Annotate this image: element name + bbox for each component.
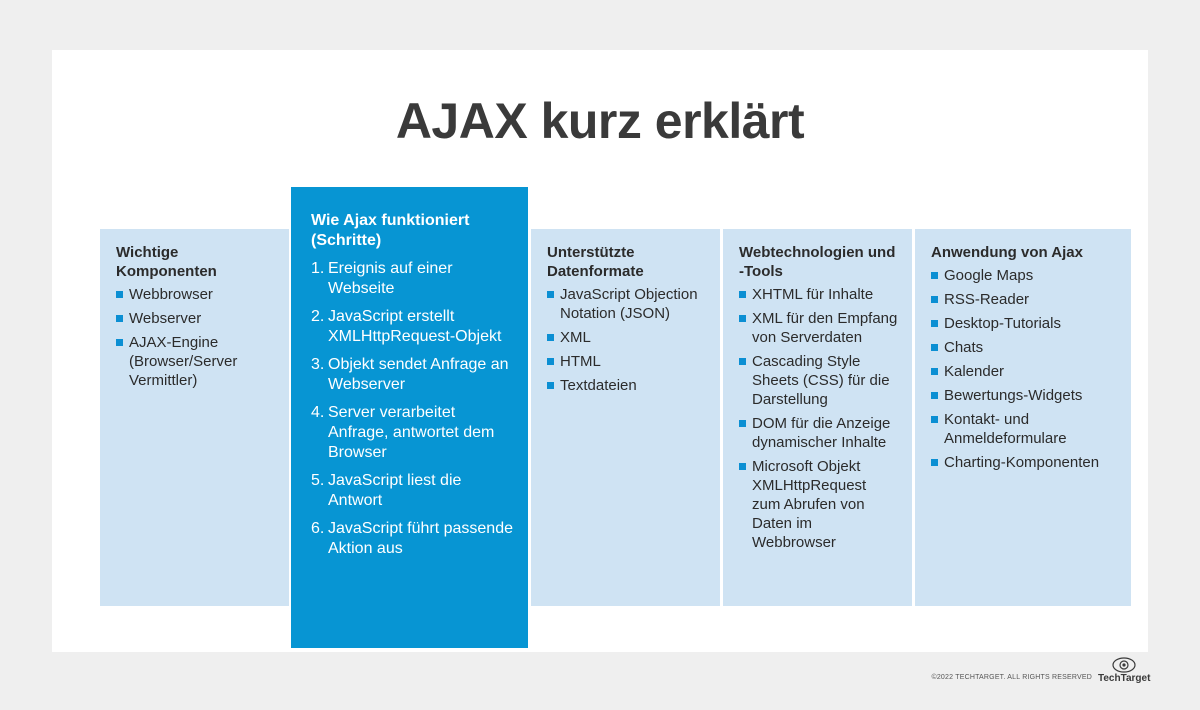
techtarget-logo[interactable]: [1098, 657, 1150, 687]
list: [547, 285, 706, 395]
steps-list: [311, 259, 514, 559]
list-item: Google Maps: [931, 266, 1117, 285]
square-bullet-icon: [931, 272, 938, 279]
column-heading: Anwendung von Ajax: [931, 244, 1083, 261]
square-bullet-icon: [547, 334, 554, 341]
list-item: AJAX-Engine (Browser/Server Vermittler): [116, 333, 275, 390]
square-bullet-icon: [739, 420, 746, 427]
step-item: 5. JavaScript liest die Antwort: [311, 472, 462, 509]
list-item: HTML: [547, 352, 706, 371]
list-item: Charting-Komponenten: [931, 453, 1117, 472]
list: [931, 266, 1117, 472]
step-item: 4. Server verarbeitet Anfrage, antwortet dem Browser: [311, 404, 495, 461]
list-item: Bewertungs-Widgets: [931, 386, 1117, 405]
page-title: AJAX kurz erklärt: [395, 93, 805, 149]
square-bullet-icon: [547, 291, 554, 298]
square-bullet-icon: [931, 368, 938, 375]
square-bullet-icon: [931, 320, 938, 327]
column-heading: Wie Ajax funktioniert (Schritte): [311, 212, 470, 249]
list-item: Webserver: [116, 309, 275, 328]
square-bullet-icon: [931, 416, 938, 423]
list-item: Desktop-Tutorials: [931, 314, 1117, 333]
list-item: XHTML für Inhalte: [739, 285, 898, 304]
step-item: 3. Objekt sendet Anfrage an Webserver: [311, 356, 509, 393]
list-item: Cascading Style Sheets (CSS) für die Darstellung: [739, 352, 898, 409]
square-bullet-icon: [116, 315, 123, 322]
list-item: RSS-Reader: [931, 290, 1117, 309]
column-heading: Webtechnologien und -Tools: [739, 244, 896, 280]
list-item: Microsoft Objekt XMLHttpRequest zum Abrufen von Daten im Webbrowser: [739, 457, 898, 552]
column-heading: Wichtige Komponenten: [116, 244, 217, 280]
list-item: Kalender: [931, 362, 1117, 381]
square-bullet-icon: [739, 358, 746, 365]
column-heading: Unterstützte Datenformate: [547, 244, 644, 280]
column-components: [100, 229, 289, 606]
square-bullet-icon: [931, 344, 938, 351]
square-bullet-icon: [931, 459, 938, 466]
list: [739, 285, 898, 552]
square-bullet-icon: [547, 358, 554, 365]
square-bullet-icon: [931, 392, 938, 399]
square-bullet-icon: [116, 339, 123, 346]
step-item: 2. JavaScript erstellt XMLHttpRequest-Objekt: [311, 308, 502, 345]
list-item: Kontakt- und Anmeldeformulare: [931, 410, 1117, 448]
logo-text: TechTarget: [1098, 673, 1151, 684]
list-item: Textdateien: [547, 376, 706, 395]
list-item: Chats: [931, 338, 1117, 357]
list-item: XML für den Empfang von Serverdaten: [739, 309, 898, 347]
square-bullet-icon: [116, 291, 123, 298]
copyright-text: ©2022 TECHTARGET. ALL RIGHTS RESERVED: [931, 674, 1092, 681]
column-steps: [291, 187, 528, 648]
column-formats: [531, 229, 720, 606]
list-item: XML: [547, 328, 706, 347]
square-bullet-icon: [739, 291, 746, 298]
square-bullet-icon: [739, 315, 746, 322]
step-item: 1. Ereignis auf einer Webseite: [311, 260, 453, 297]
eye-logo-icon: [1112, 657, 1136, 673]
column-technologies: [723, 229, 912, 606]
square-bullet-icon: [739, 463, 746, 470]
list-item: JavaScript Objection Notation (JSON): [547, 285, 706, 323]
list-item: DOM für die Anzeige dynamischer Inhalte: [739, 414, 898, 452]
step-item: 6. JavaScript führt passende Aktion aus: [311, 520, 513, 557]
square-bullet-icon: [931, 296, 938, 303]
list-item: Webbrowser: [116, 285, 275, 304]
list: [116, 285, 275, 390]
square-bullet-icon: [547, 382, 554, 389]
column-applications: [915, 229, 1131, 606]
